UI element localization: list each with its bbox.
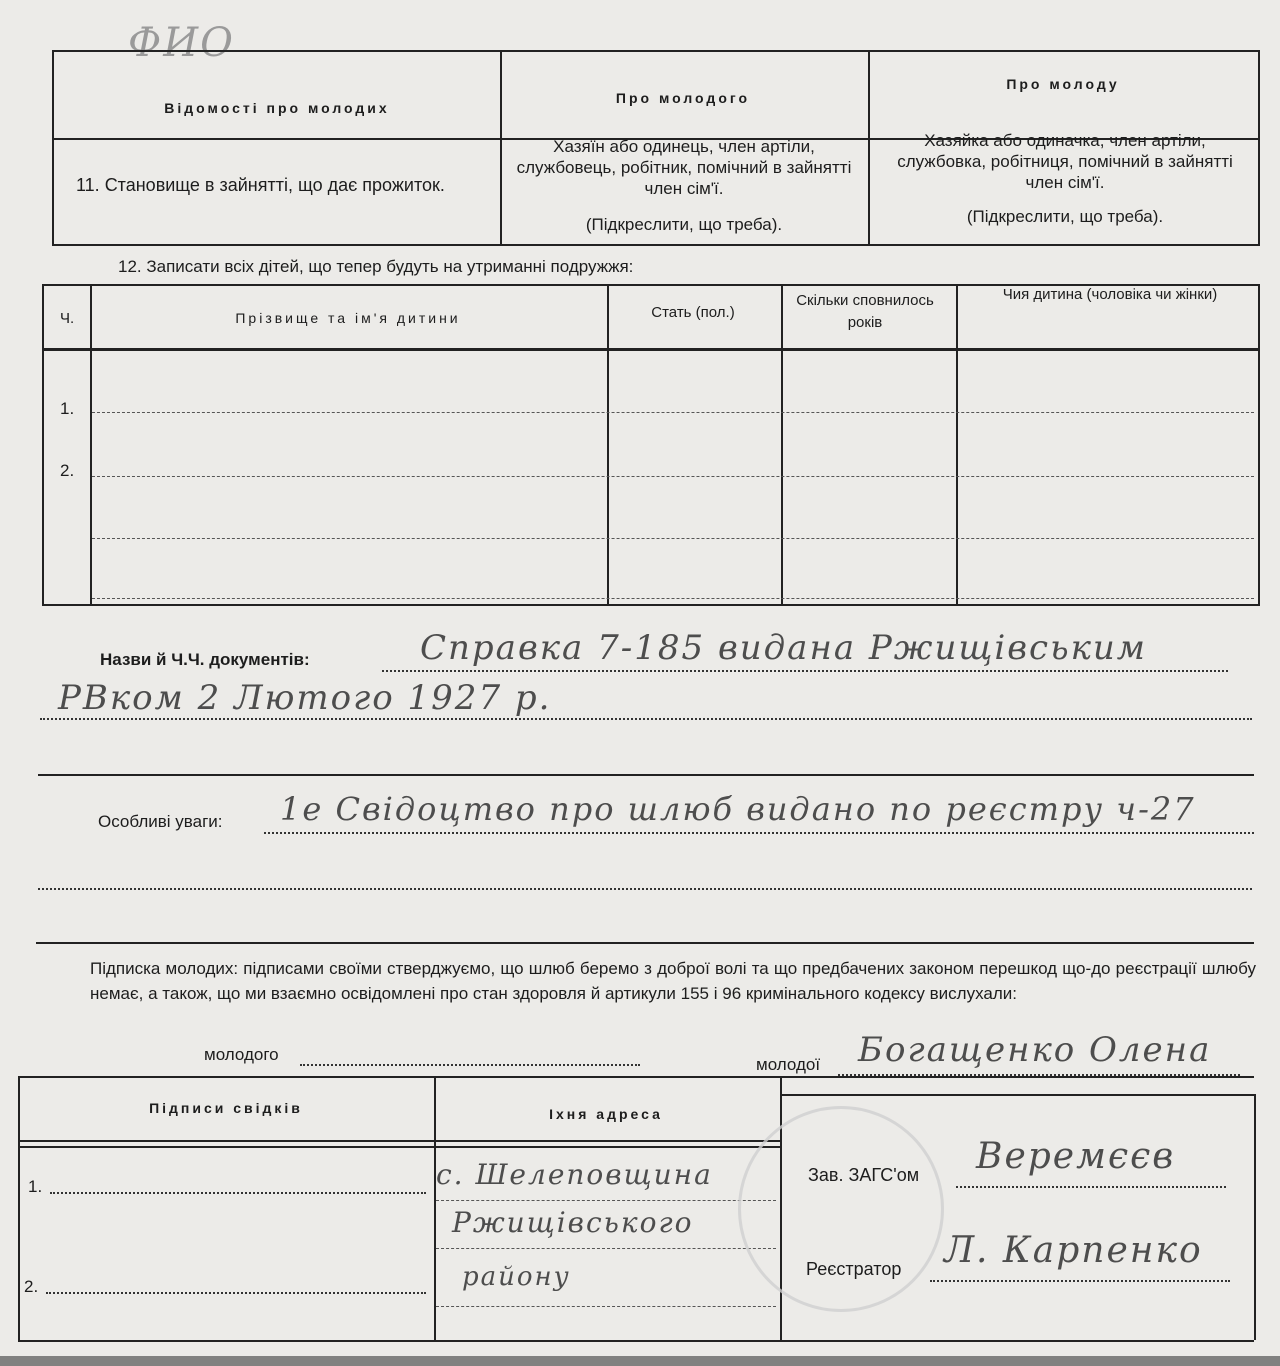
col-header-groom: Про молодого (615, 90, 751, 106)
pledge-body: підписами своїми стверджуємо, що шлюб беремо з доброї волі та що предбачених законом перешкод що-до реєстрації шлюбу немає, а також, що ми взаємно освідомлені про стан здоровля й артикули 155 і 96 кримінального кодексу вислухали: (90, 959, 1256, 1003)
remarks-label: Особливі уваги: (98, 812, 223, 831)
bride-note: (Підкреслити, що треба). (966, 207, 1164, 226)
witness-address-line3: району (462, 1262, 571, 1292)
col-header-bride: Про молоду (1006, 76, 1120, 92)
groom-occupation: Хазяїн або одинець, член артіли, службовець, робітник, помічний в зайнятті член сім'ї. (516, 137, 852, 198)
bride-signature: Богащенко Олена (858, 1030, 1212, 1070)
documents-value-line2: РВком 2 Лютого 1927 р. (58, 678, 552, 718)
official-stamp (738, 1106, 944, 1312)
row11-label: 11. Становище в зайнятті, що дає прожиток. (76, 175, 445, 195)
registrar-signature: Л. Карпенко (944, 1230, 1203, 1271)
child-row-1: 1. (60, 399, 75, 418)
documents-value-line1: Справка 7-185 видана Ржищівським (420, 628, 1147, 668)
documents-label: Назви й Ч.Ч. документів: (100, 650, 310, 669)
witness-row-2: 2. (24, 1277, 39, 1296)
header-whose: Чия дитина (чоловіка чи жінки) (1002, 286, 1218, 303)
header-num: Ч. (60, 310, 75, 327)
pledge-text (90, 956, 1256, 1006)
bride-occupation: Хазяйка або одиначка, член артіли, службовка, робітниця, помічний в зайнятті член сім'ї. (897, 131, 1233, 192)
section12-title: 12. Записати всіх дітей, що тепер будуть на утриманні подружжя: (118, 257, 634, 276)
header-name: Прізвище та ім'я дитини (235, 310, 461, 326)
header-age: Скільки сповнилось років (796, 292, 934, 331)
witness-row-1: 1. (28, 1177, 43, 1196)
col-header-info: Відомості про молодих (164, 100, 390, 116)
child-row-2: 2. (60, 461, 75, 480)
head-zags-signature: Веремєєв (976, 1136, 1176, 1177)
pledge-label: Підписка молодих: (90, 959, 239, 978)
bride-signature-label: молодої (756, 1055, 821, 1074)
remarks-value: 1е Свідоцтво про шлюб видано по реєстру ч-27 (280, 790, 1196, 828)
witness-address-line2: Ржищівського (452, 1206, 694, 1239)
groom-note: (Підкреслити, що треба). (585, 215, 783, 234)
header-sex: Стать (пол.) (651, 304, 735, 321)
header-witness-address: Іхня адреса (549, 1106, 663, 1122)
registrar-label: Реєстратор (806, 1259, 902, 1279)
bottom-edge (0, 1356, 1280, 1366)
head-zags-label: Зав. ЗАГС'ом (808, 1165, 920, 1185)
groom-signature-label: молодого (204, 1045, 279, 1064)
witness-address-line1: с. Шелеповщина (436, 1158, 713, 1191)
corner-note: ФИО (128, 20, 235, 66)
header-witness-signatures: Підписи свідків (149, 1100, 303, 1116)
children-table (42, 284, 1260, 606)
